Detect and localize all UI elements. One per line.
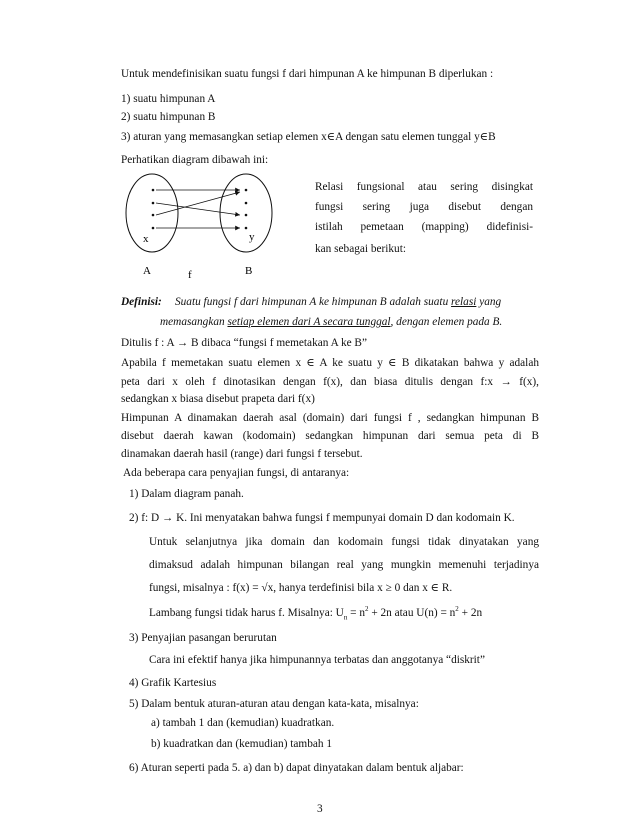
label-b: B xyxy=(245,265,253,277)
label-y: y xyxy=(249,231,255,243)
relation-line-1: Relasi fungsional atau sering disingkat xyxy=(315,181,533,193)
para2-line-3: dinamakan daerah hasil (range) dari fungsi f tersebut. xyxy=(121,448,363,460)
para1-line-2: peta dari x oleh f dinotasikan dengan f(x), dan biasa ditulis dengan f:x → f(x), xyxy=(121,376,539,388)
relation-line-4: kan sebagai berikut: xyxy=(315,243,406,255)
way-3: 3) Penyajian pasangan berurutan xyxy=(129,632,277,644)
label-f: f xyxy=(188,269,192,281)
way-2: 2) f: D → K. Ini menyatakan bahwa fungsi f mempunyai domain D dan kodomain K. xyxy=(129,512,515,524)
arrow-2 xyxy=(156,203,240,215)
intro-text: Untuk mendefinisikan suatu fungsi f dari himpunan A ke himpunan B diperlukan : xyxy=(121,68,494,80)
definition-line-1: Suatu fungsi f dari himpunan A ke himpunan B adalah suatu relasi yang xyxy=(175,296,502,308)
dot-b4 xyxy=(245,227,248,230)
dot-a1 xyxy=(152,189,155,192)
dot-b3 xyxy=(245,214,248,217)
definition-line-2: memasangkan setiap elemen dari A secara tunggal, dengan elemen pada B. xyxy=(160,316,503,328)
way-2-line-3: dimaksud adalah himpunan bilangan real yang mungkin memenuhi terjadinya xyxy=(149,559,539,571)
ways-intro: Ada beberapa cara penyajian fungsi, di antaranya: xyxy=(123,467,350,479)
dot-b2 xyxy=(245,202,248,205)
requirement-3: 3) aturan yang memasangkan setiap elemen x∈A dengan satu elemen tunggal y∈B xyxy=(121,131,496,143)
arrow-3 xyxy=(156,192,240,215)
para2-line-1: Himpunan A dinamakan daerah asal (domain) dari fungsi f , sedangkan himpunan B xyxy=(121,412,539,424)
way-5a: a) tambah 1 dan (kemudian) kuadratkan. xyxy=(151,717,335,729)
definition-label: Definisi: xyxy=(121,296,162,308)
set-a-ellipse xyxy=(126,174,178,252)
requirement-2: 2) suatu himpunan B xyxy=(121,111,216,123)
dot-b1 xyxy=(245,189,248,192)
way-3-line-2: Cara ini efektif hanya jika himpunannya terbatas dan anggotanya “diskrit” xyxy=(149,654,485,666)
way-5b: b) kuadratkan dan (kemudian) tambah 1 xyxy=(151,738,332,750)
dot-a4 xyxy=(152,227,155,230)
relation-line-2: fungsi sering juga disebut dengan xyxy=(315,201,533,213)
way-2-line-2: Untuk selanjutnya jika domain dan kodomain fungsi tidak dinyatakan yang xyxy=(149,536,539,548)
way-2-line-5: Lambang fungsi tidak harus f. Misalnya: $U_n = n^2 + 2n$ atau $U(n) = n^2 + 2n$ xyxy=(149,605,483,622)
para1-line-1: Apabila f memetakan suatu elemen x ∈ A ke suatu y ∈ B dikatakan bahwa y adalah xyxy=(121,357,539,369)
way-4: 4) Grafik Kartesius xyxy=(129,677,217,689)
arrow-diagram xyxy=(120,168,300,283)
way-6: 6) Aturan seperti pada 5. a) dan b) dapat dinyatakan dalam bentuk aljabar: xyxy=(129,762,464,774)
requirement-1: 1) suatu himpunan A xyxy=(121,93,216,105)
label-x: x xyxy=(143,233,149,245)
page-number: 3 xyxy=(317,803,323,815)
label-a: A xyxy=(143,265,151,277)
way-5: 5) Dalam bentuk aturan-aturan atau dengan kata-kata, misalnya: xyxy=(129,698,419,710)
para2-line-2: disebut daerah kawan (kodomain) sedangkan himpunan dari semua peta di B xyxy=(121,430,539,442)
para1-line-3: sedangkan x biasa disebut prapeta dari f(x) xyxy=(121,393,315,405)
relation-line-3: istilah pemetaan (mapping) didefinisi- xyxy=(315,221,533,233)
way-1: 1) Dalam diagram panah. xyxy=(129,488,244,500)
notation-text: Ditulis f : A → B dibaca “fungsi f memetakan A ke B” xyxy=(121,337,367,349)
way-2-line-4: fungsi, misalnya : f(x) = √x, hanya terdefinisi bila x ≥ 0 dan x ∈ R. xyxy=(149,582,453,594)
dot-a2 xyxy=(152,202,155,205)
diagram-intro: Perhatikan diagram dibawah ini: xyxy=(121,154,269,166)
dot-a3 xyxy=(152,214,155,217)
